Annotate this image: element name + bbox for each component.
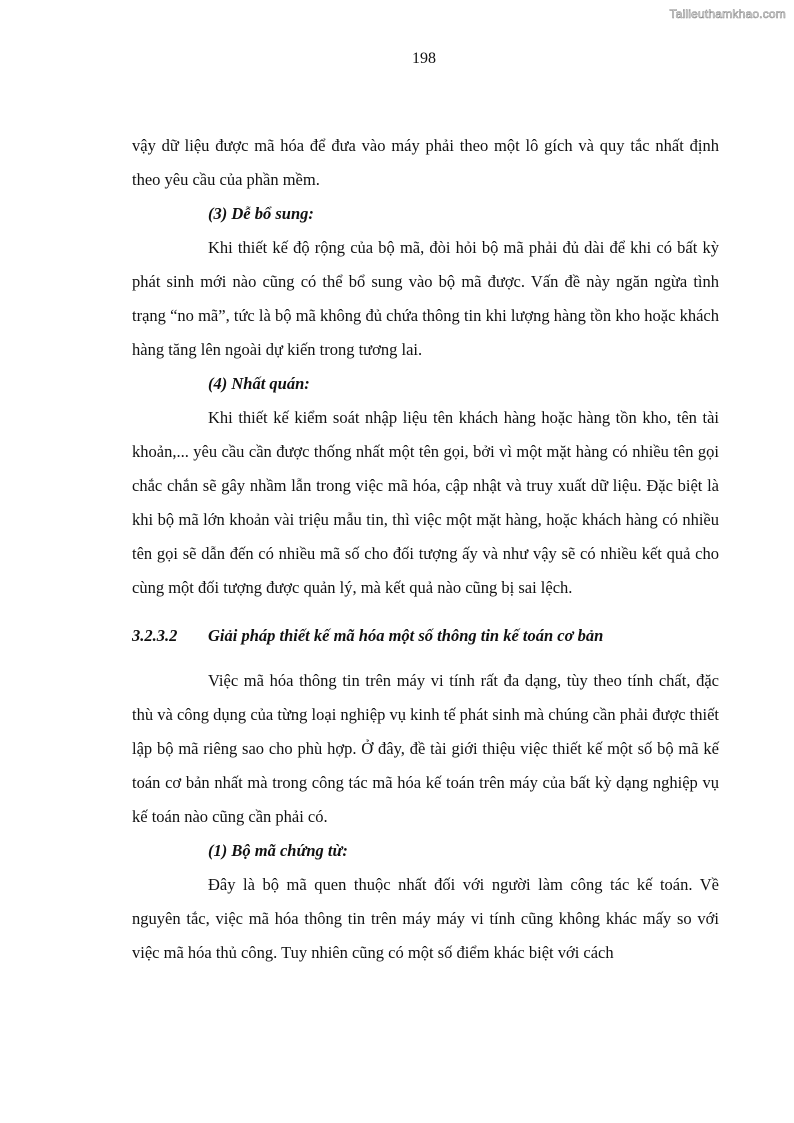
page-number: 198 [412,50,436,67]
section-heading [132,619,719,653]
subheading-de-bo-sung: (3) Dễ bổ sung: [208,204,314,223]
paragraph-bo-ma-chung-tu: Đây là bộ mã quen thuộc nhất đối với người làm công tác kế toán. Về nguyên tắc, việc mã hóa thông tin trên máy máy vi tính cũng không khác mấy so với việc mã hóa thủ công. Tuy nhiên cũng có một số điểm khác biệt với cách [132,875,719,962]
section-number: 3.2.3.2 [132,626,178,645]
paragraph-section-intro: Việc mã hóa thông tin trên máy vi tính rất đa dạng, tùy theo tính chất, đặc thù và công dụng của từng loại nghiệp vụ kinh tế phát sinh mà chúng cần phải được thiết lập bộ mã riêng sao cho phù hợp. Ở đây, đề tài giới thiệu việc thiết kế một số bộ mã kế toán cơ bản nhất mà trong công tác mã hóa kế toán trên máy của bất kỳ dạng nghiệp vụ kế toán nào cũng cần phải có. [132,671,719,826]
subheading-bo-ma-chung-tu: (1) Bộ mã chứng từ: [208,841,348,860]
paragraph-nhat-quan: Khi thiết kế kiểm soát nhập liệu tên khách hàng hoặc hàng tồn kho, tên tài khoản,... yêu cầu cần được thống nhất một tên gọi, bởi vì một mặt hàng có nhiều tên gọi chắc chắn sẽ gây nhầm lẫn trong việc mã hóa, cập nhật và truy xuất dữ liệu. Đặc biệt là khi bộ mã lớn khoản vài triệu mẫu tin, thì việc một mặt hàng, hoặc khách hàng có nhiều tên gọi sẽ dẫn đến có nhiều mã số cho đối tượng ấy và như vậy sẽ có nhiều kết quả cho cùng một đối tượng được quản lý, mà kết quả nào cũng bị sai lệch. [132,408,719,597]
section-title: Giải pháp thiết kế mã hóa một số thông tin kế toán cơ bản [208,626,604,645]
subheading-nhat-quan: (4) Nhất quán: [208,374,310,393]
paragraph-continuation: vậy dữ liệu được mã hóa để đưa vào máy phải theo một lô gích và quy tắc nhất định theo yêu cầu của phần mềm. [132,136,719,189]
document-body [132,129,719,970]
paragraph-de-bo-sung: Khi thiết kế độ rộng của bộ mã, đòi hỏi bộ mã phải đủ dài để khi có bất kỳ phát sinh mới nào cũng có thể bổ sung vào bộ mã được. Vấn đề này ngăn ngừa tình trạng “no mã”, tức là bộ mã không đủ chứa thông tin khi lượng hàng tồn kho hoặc khách hàng tăng lên ngoài dự kiến trong tương lai. [132,238,719,359]
watermark-text: Tailieuthamkhao.com [669,7,786,21]
